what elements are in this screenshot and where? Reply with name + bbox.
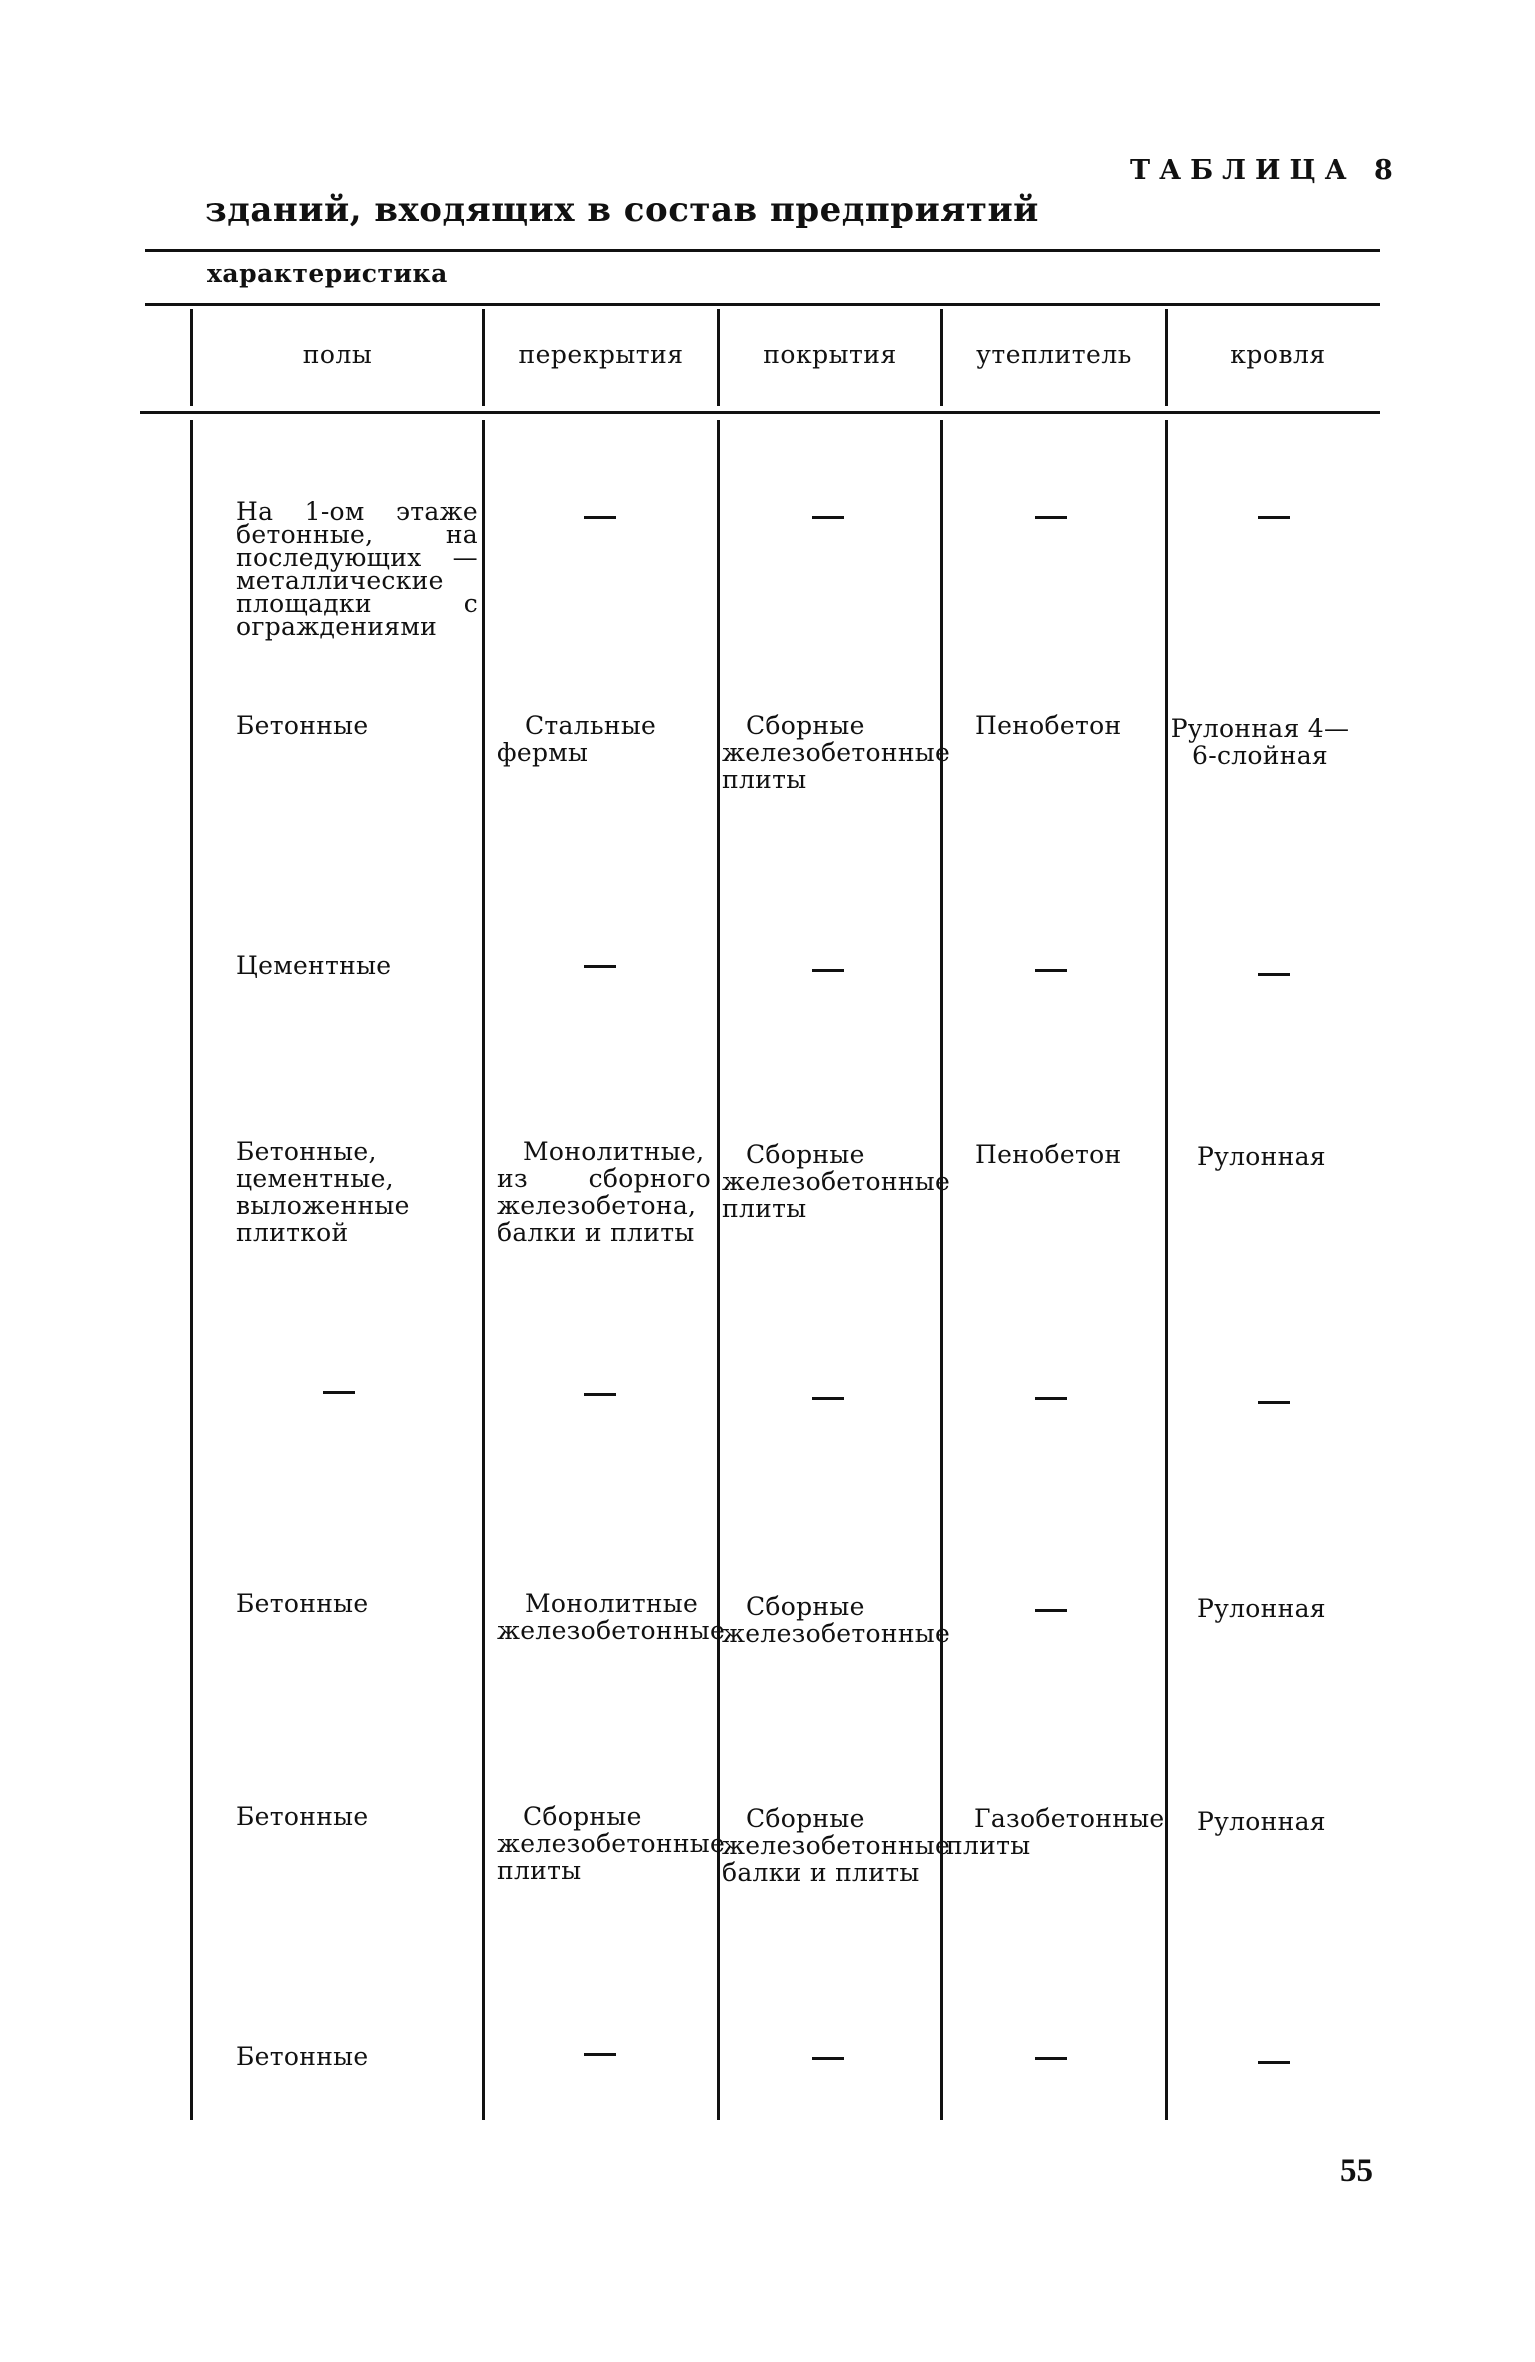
table-cell-dash	[584, 2053, 616, 2056]
table-cell-dash	[812, 969, 844, 972]
table-cell-dash	[584, 1393, 616, 1396]
page-title: зданий, входящих в состав предприятий	[205, 190, 1039, 230]
column-divider	[1165, 420, 1168, 2120]
table-cell-dash	[812, 1397, 844, 1400]
table-label: ТАБЛИЦА 8	[1130, 155, 1402, 186]
table-cell: Монолитные железобетонные	[497, 1589, 726, 1645]
table-cell: Монолитные, из сборного железобетона, балки и плиты	[497, 1137, 711, 1247]
table-cell: Бетонные, цементные, выложенные плиткой	[236, 1137, 410, 1247]
column-header-insulation: утеплитель	[976, 340, 1132, 369]
table-cell-dash	[1035, 516, 1067, 519]
table-cell-dash	[584, 965, 616, 968]
table-cell-dash	[812, 2057, 844, 2060]
column-divider	[482, 420, 485, 2120]
table-cell: Газобетонные плиты	[946, 1804, 1165, 1860]
table-cell-dash	[1035, 2057, 1067, 2060]
table-cell-dash	[584, 516, 616, 519]
table-cell: Сборные железобетонные плиты	[722, 711, 951, 794]
table-cell: Пенобетон	[975, 1140, 1122, 1169]
table-cell: Бетонные	[236, 2042, 369, 2071]
top-rule	[145, 249, 1380, 252]
table-cell-dash	[1258, 973, 1290, 976]
table-cell: Пенобетон	[975, 711, 1122, 740]
table-cell: Цементные	[236, 951, 392, 980]
table-cell-dash	[323, 1391, 355, 1394]
column-divider	[717, 420, 720, 2120]
table-cell: Сборные железобетонные плиты	[497, 1802, 726, 1885]
table-cell: Стальные фермы	[497, 711, 657, 767]
table-cell-dash	[1258, 2061, 1290, 2064]
page-number: 55	[1340, 2153, 1373, 2189]
table-cell-dash	[1258, 516, 1290, 519]
group-label: характеристика	[207, 259, 448, 288]
column-header-roof-slabs: покрытия	[763, 340, 897, 369]
table-cell: Сборные железобетонные балки и плиты	[722, 1804, 951, 1887]
table-cell-dash	[1258, 1401, 1290, 1404]
table-cell-dash	[1035, 1397, 1067, 1400]
table-cell: Рулонная 4—6-слойная	[1170, 714, 1350, 770]
header-rule	[140, 411, 1380, 414]
table-cell: Бетонные	[236, 1589, 369, 1618]
table-cell-dash	[1035, 969, 1067, 972]
column-header-roofing: кровля	[1230, 340, 1326, 369]
column-divider	[940, 420, 943, 2120]
table-cell: Сборные железобетонные	[722, 1592, 951, 1648]
table-cell-dash	[812, 516, 844, 519]
table-cell: Сборные железобетонные плиты	[722, 1140, 951, 1223]
group-rule	[145, 303, 1380, 306]
column-header-floors: полы	[302, 340, 373, 369]
table-cell: Рулонная	[1197, 1807, 1326, 1836]
table-cell: На 1-ом этаже бетонные, на последующих — металлические площадки с ограждениями	[236, 497, 478, 641]
column-divider	[190, 420, 193, 2120]
column-header-floor-slabs: перекрытия	[518, 340, 684, 369]
table-cell-dash	[1035, 1609, 1067, 1612]
table-cell: Рулонная	[1197, 1142, 1326, 1171]
table-cell: Бетонные	[236, 711, 369, 740]
table-cell: Рулонная	[1197, 1594, 1326, 1623]
table-cell: Бетонные	[236, 1802, 369, 1831]
